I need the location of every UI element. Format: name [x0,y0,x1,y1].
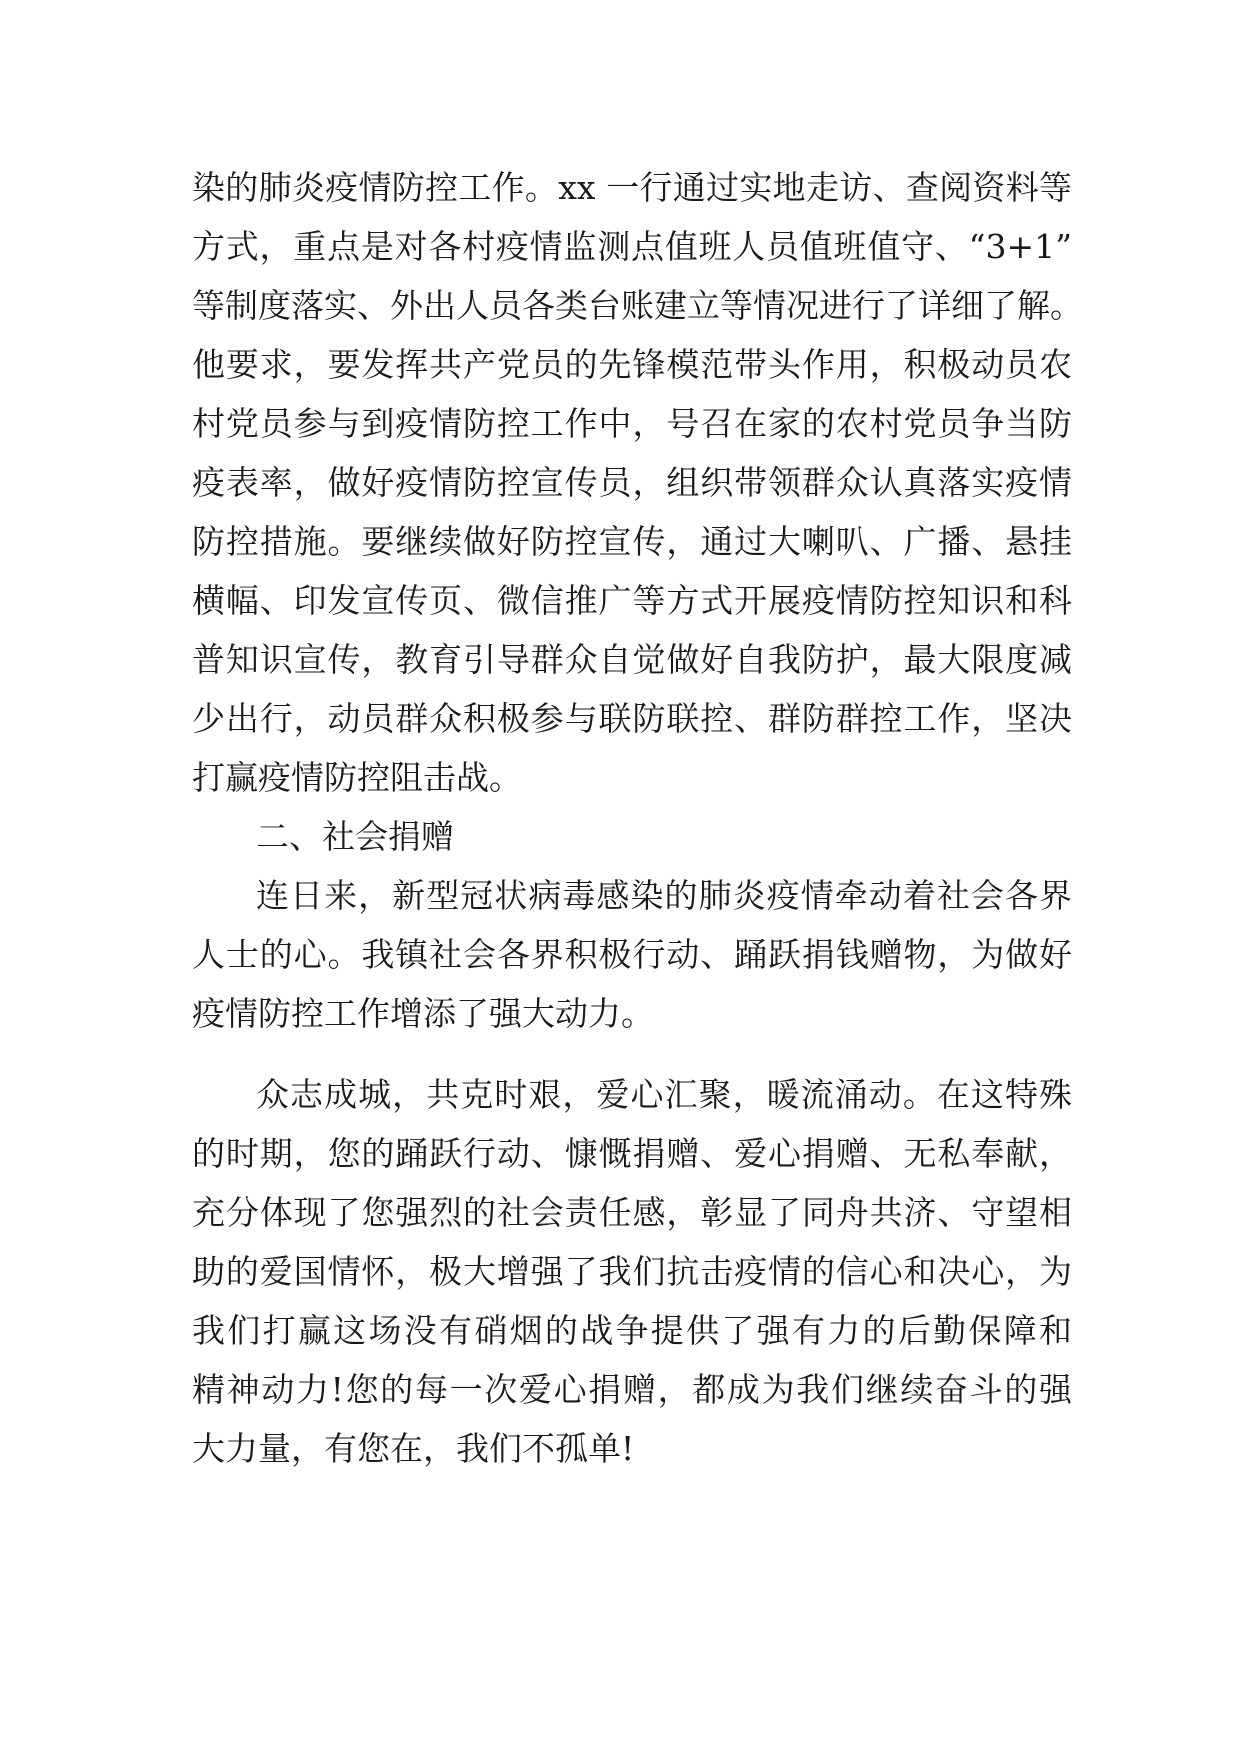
text-line: 连日来，新型冠状病毒感染的肺炎疫情牵动着社会各界 [256,876,1072,915]
text-line: 人士的心。我镇社会各界积极行动、踊跃捐钱赠物，为做好 [192,935,1072,974]
text-line: 等制度落实、外出人员各类台账建立等情况进行了详细了解。 [192,286,1083,325]
heading-text: 二、社会捐赠 [256,817,454,856]
text-line: 村党员参与到疫情防控工作中，号召在家的农村党员争当防 [192,404,1072,443]
text-line: 的时期，您的踊跃行动、慷慨捐赠、爱心捐赠、无私奉献， [192,1134,1072,1173]
text-line: 打赢疫情防控阻击战。 [192,758,522,797]
text-line: 染的肺炎疫情防控工作。xx 一行通过实地走访、查阅资料等 [192,168,1072,207]
text-line: 他要求，要发挥共产党员的先锋模范带头作用，积极动员农 [192,345,1072,384]
text-line: 疫表率，做好疫情防控宣传员，组织带领群众认真落实疫情 [192,463,1072,502]
text-line: 精神动力!您的每一次爱心捐赠，都成为我们继续奋斗的强 [192,1370,1072,1409]
paragraph-donation-intro [192,866,1072,1043]
text-line: 我们打赢这场没有硝烟的战争提供了强有力的后勤保障和 [192,1311,1072,1350]
text-line: 大力量，有您在，我们不孤单! [192,1429,635,1468]
paragraph-epidemic-control [192,158,1083,807]
text-line: 众志成城，共克时艰，爱心汇聚，暖流涌动。在这特殊 [256,1075,1072,1114]
text-line: 疫情防控工作增添了强大动力。 [192,994,654,1033]
text-line: 助的爱国情怀，极大增强了我们抗击疫情的信心和决心，为 [192,1252,1072,1291]
text-line: 少出行，动员群众积极参与联防联控、群防群控工作，坚决 [192,699,1072,738]
text-line: 方式，重点是对各村疫情监测点值班人员值班值守、“3+1” [192,227,1072,266]
text-line: 横幅、印发宣传页、微信推广等方式开展疫情防控知识和科 [192,581,1072,620]
paragraph-donation-thanks [192,1065,1072,1478]
paragraph-spacer [192,1043,1072,1065]
document-body [192,158,1083,1478]
text-line: 充分体现了您强烈的社会责任感，彰显了同舟共济、守望相 [192,1193,1072,1232]
section-heading-social-donation [192,807,1072,866]
text-line: 防控措施。要继续做好防控宣传，通过大喇叭、广播、悬挂 [192,522,1072,561]
text-line: 普知识宣传，教育引导群众自觉做好自我防护，最大限度减 [192,640,1072,679]
